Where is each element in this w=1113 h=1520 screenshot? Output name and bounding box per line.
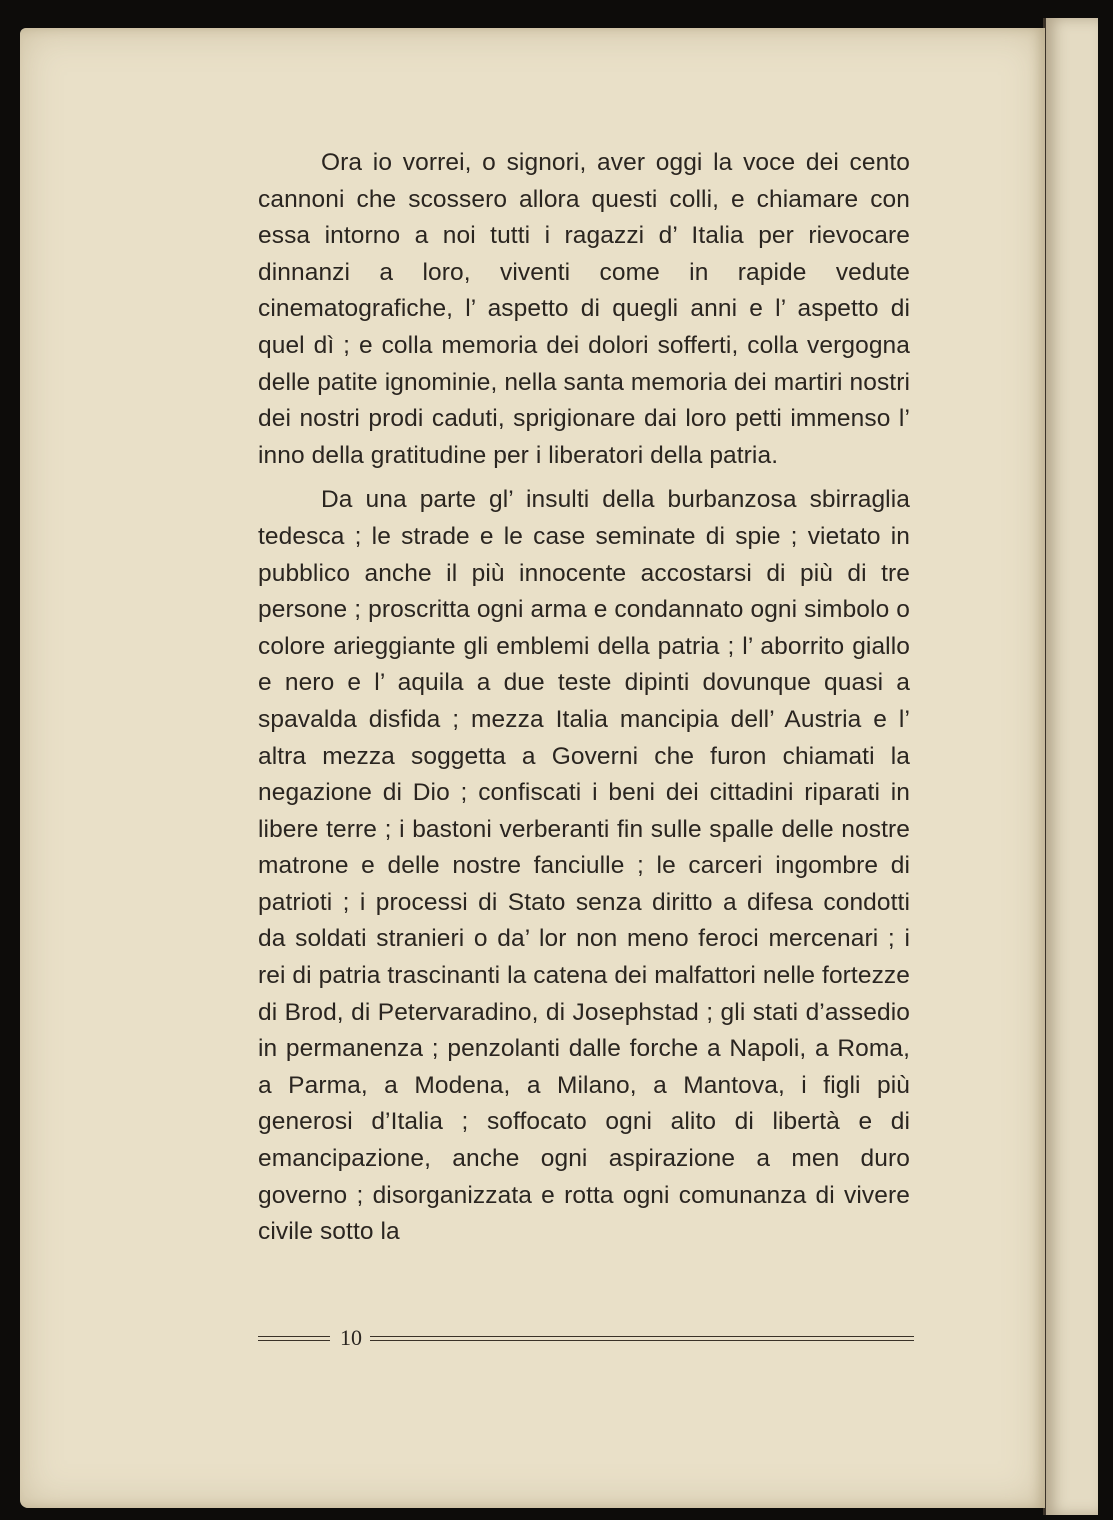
paragraph-2: Da una parte gl’ insulti della burbanzosa sbirraglia tedesca ; le strade e le case seminate di spie ; vietato in pubblico anche il più innocente accostarsi di più di tre persone ; proscritta ogni arma e condannato ogni simbolo o colore arieggiante gli emblemi della patria ; l’ aborrito giallo e nero e l’ aquila a due teste dipinti dovunque quasi a spavalda disfida ; mezza Italia mancipia dell’ Austria e l’ altra mezza soggetta a Governi che furon chiamati la negazione di Dio ; confiscati i beni dei cittadini riparati in libere terre ; i bastoni verberanti fin sulle spalle delle nostre matrone e delle nostre fanciulle ; le carceri ingombre di patrioti ; i processi di Stato senza diritto a difesa condotti da soldati stranieri o da’ lor non meno feroci mercenari ; i rei di patria trascinanti la catena dei malfattori nelle fortezze di Brod, di Petervaradino, di Josephstad ; gli stati d’assedio in permanenza ; penzolanti dalle forche a Napoli, a Roma, a Parma, a Modena, a Milano, a Mantova, i figli più generosi d’Italia ; soffocato ogni alito di libertà e di emancipazione, anche ogni aspirazione a men duro governo ; disorganizzata e rotta ogni comunanza di vivere civile sotto la <box>258 486 910 1246</box>
footer-rule-right <box>370 1336 914 1341</box>
page-footer <box>258 1323 914 1353</box>
facing-page-edge <box>1046 18 1098 1515</box>
footer-rule-left <box>258 1336 330 1341</box>
paragraph-1: Ora io vorrei, o signori, aver oggi la voce dei cento cannoni che scossero allora questi colli, e chiamare con essa intorno a noi tutti i ragazzi d’ Italia per rievocare dinnanzi a loro, viventi come in rapide vedute cinematografiche, l’ aspetto di quegli anni e l’ aspetto di quel dì ; e colla memoria dei dolori sofferti, colla vergogna delle patite ignominie, nella santa memoria dei martiri nostri dei nostri prodi caduti, sprigionare dai loro petti immenso l’ inno della gratitudine per i liberatori della patria. <box>258 149 910 469</box>
page-number: 10 <box>340 1325 362 1350</box>
body-text <box>258 145 910 1251</box>
